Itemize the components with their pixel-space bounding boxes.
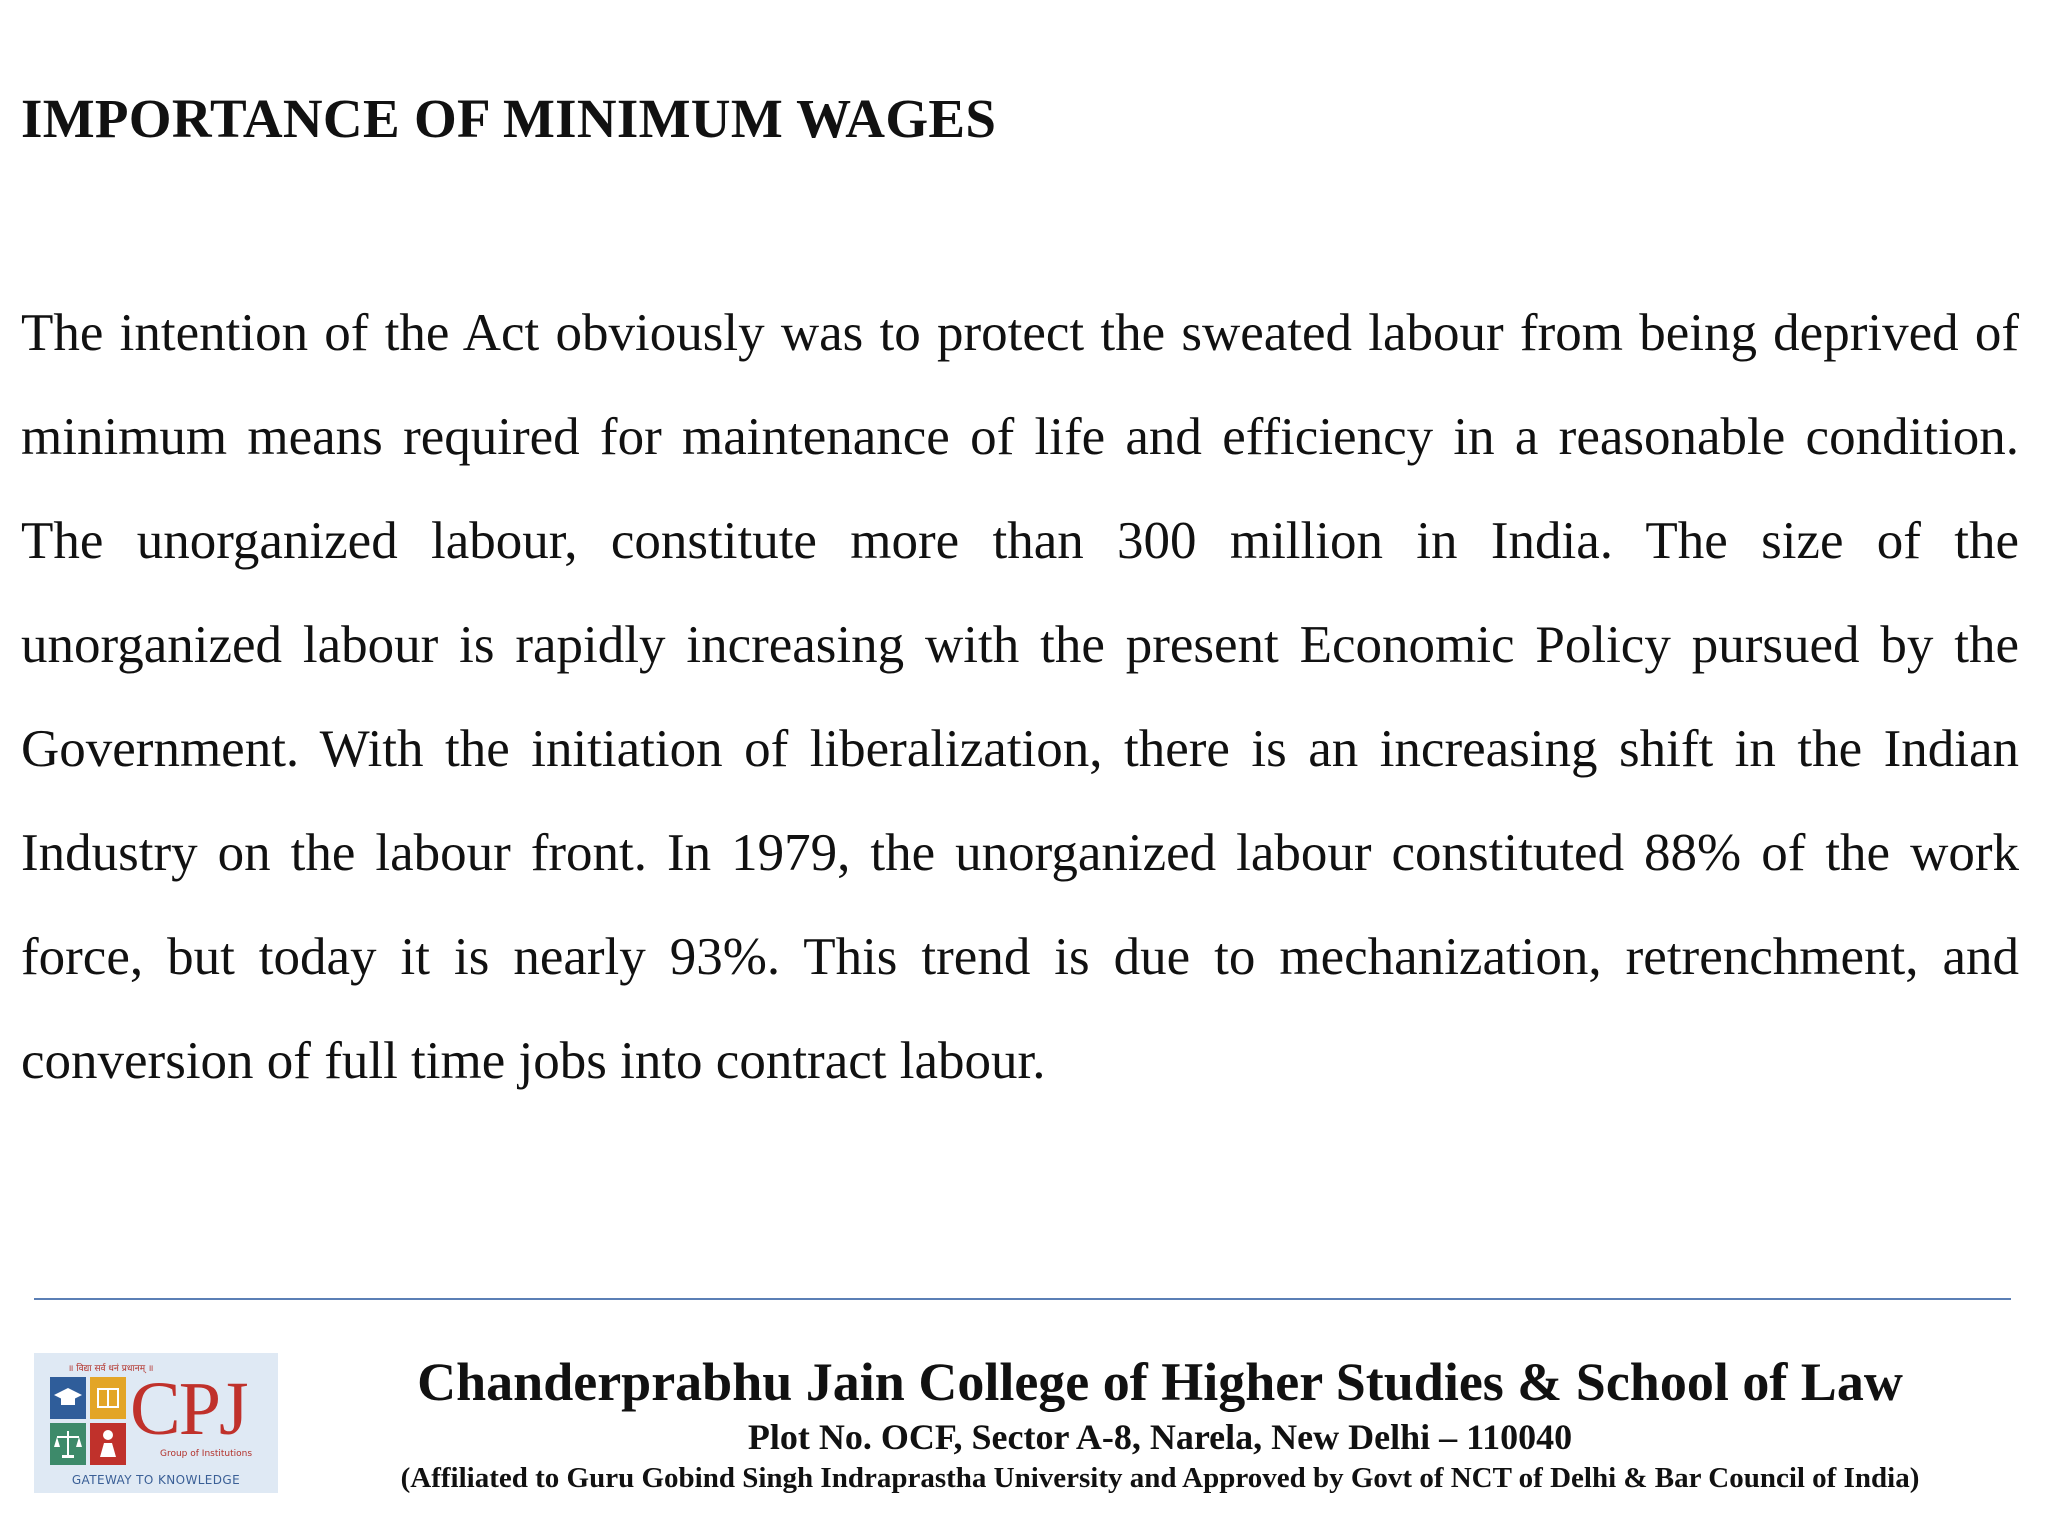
- college-affiliation: (Affiliated to Guru Gobind Singh Indraprastha University and Approved by Govt of NCT of Delhi & Bar Council of India): [400, 1462, 1920, 1494]
- footer-divider: [34, 1298, 2011, 1300]
- logo-group-text: Group of Institutions: [160, 1449, 253, 1459]
- slide-title: IMPORTANCE OF MINIMUM WAGES: [21, 88, 997, 149]
- college-name: Chanderprabhu Jain College of Higher Studies & School of Law: [417, 1352, 1903, 1412]
- logo-tagline: ॥ विद्या सर्व धनं प्रधानम् ॥: [68, 1364, 154, 1374]
- college-address: Plot No. OCF, Sector A-8, Narela, New Delhi – 110040: [747, 1417, 1573, 1457]
- scales-icon: [50, 1423, 86, 1465]
- logo-motto: GATEWAY TO KNOWLEDGE: [71, 1473, 241, 1487]
- graduation-cap-icon: [50, 1377, 86, 1419]
- footer-text-block: [290, 1348, 2030, 1498]
- college-logo: [34, 1353, 278, 1493]
- person-icon: [90, 1423, 126, 1465]
- logo-emblem: [50, 1377, 126, 1465]
- slide-body-paragraph: The intention of the Act obviously was to protect the sweated labour from being deprived of minimum means required for maintenance of life and efficiency in a reasonable condition. The unorganized labour, constitute more than 300 million in India. The size of the unorganized labour is rapidly increasing with the present Economic Policy pursued by the Government. With the initiation of liberalization, there is an increasing shift in the Indian Industry on the labour front. In 1979, the unorganized labour constituted 88% of the work force, but today it is nearly 93%. This trend is due to mechanization, retrenchment, and conversion of full time jobs into contract labour.: [21, 304, 2019, 1090]
- book-icon: [90, 1377, 126, 1419]
- logo-letters: CPJ: [130, 1367, 247, 1451]
